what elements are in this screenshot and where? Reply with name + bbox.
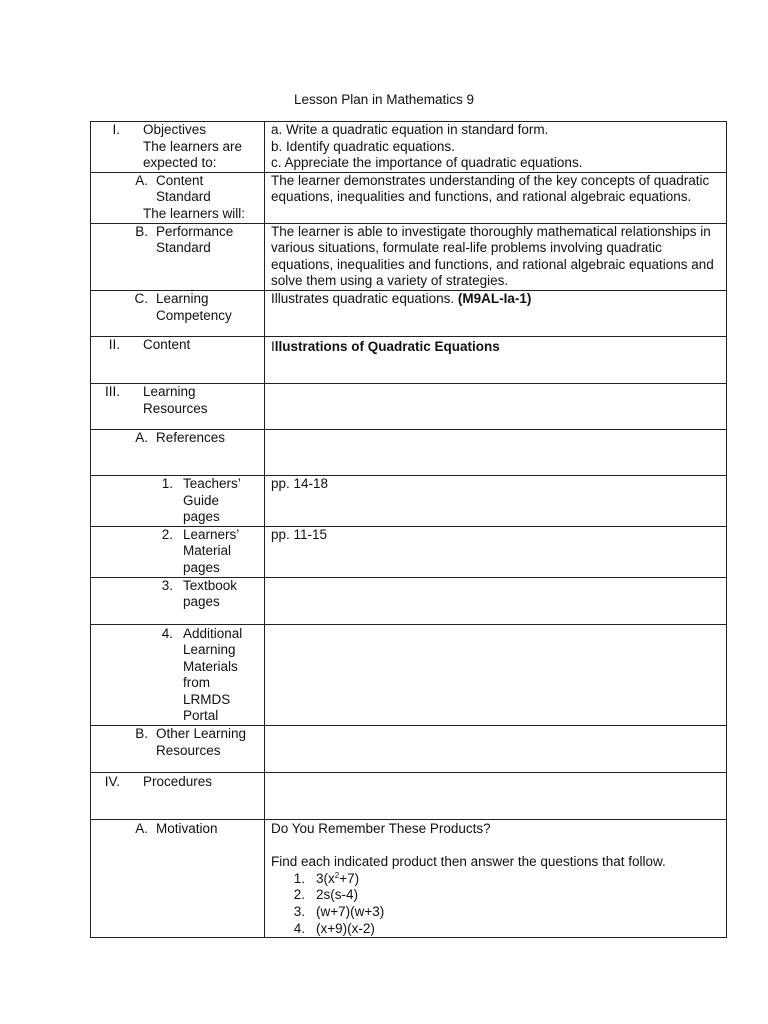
learning-resources-label-1: Learning bbox=[143, 383, 196, 399]
product-number: 3. bbox=[293, 904, 305, 920]
learning-resources-label-2: Resources bbox=[143, 400, 208, 416]
other-resources-label-2: Resources bbox=[156, 742, 221, 758]
objectives-subtext-2: expected to: bbox=[143, 155, 217, 171]
learning-competency-letter: C. bbox=[134, 290, 148, 306]
learning-competency-label-2: Competency bbox=[156, 307, 232, 323]
objective-item-c: c. Appreciate the importance of quadratic equations. bbox=[271, 155, 583, 171]
teachers-guide-label-2: Guide bbox=[183, 492, 220, 508]
content-title: llustrations of Quadratic Equations bbox=[274, 338, 500, 354]
learning-resources-number: III. bbox=[104, 383, 120, 399]
textbook-row bbox=[91, 577, 727, 624]
additional-materials-label-4: from bbox=[183, 675, 210, 691]
motivation-letter: A. bbox=[135, 821, 148, 837]
content-title-initial: I bbox=[271, 338, 275, 354]
objectives-row bbox=[91, 122, 727, 173]
other-resources-value-cell bbox=[265, 726, 727, 773]
content-standard-label-1: Content bbox=[156, 172, 204, 188]
textbook-label-2: pages bbox=[183, 594, 220, 610]
learners-material-pages: pp. 11-15 bbox=[265, 526, 727, 577]
content-standard-text: The learner demonstrates understanding of the key concepts of quadratic equations, inequalities and functions, and rational algebraic equations. bbox=[265, 172, 727, 223]
motivation-instruction: Find each indicated product then answer the questions that follow. bbox=[271, 854, 666, 870]
references-letter: A. bbox=[135, 429, 148, 445]
list-item bbox=[271, 871, 722, 888]
learning-resources-label-cell bbox=[91, 383, 265, 429]
product-expression: 2s(s-4) bbox=[316, 887, 359, 903]
other-resources-row bbox=[91, 726, 727, 773]
other-resources-label-1: Other Learning bbox=[156, 726, 247, 742]
performance-standard-label-cell bbox=[91, 223, 265, 290]
learning-resources-value-cell bbox=[265, 383, 727, 429]
textbook-label-1: Textbook bbox=[183, 577, 238, 593]
content-value-cell bbox=[265, 336, 727, 383]
objectives-label: Objectives bbox=[143, 122, 207, 137]
performance-standard-label-1: Performance bbox=[156, 223, 234, 239]
learners-material-label-2: Material bbox=[183, 543, 232, 559]
motivation-value-cell bbox=[265, 820, 727, 938]
teachers-guide-row bbox=[91, 475, 727, 526]
list-item bbox=[271, 904, 722, 921]
references-row bbox=[91, 429, 727, 475]
textbook-value-cell bbox=[265, 577, 727, 624]
product-expression: (x+9)(x-2) bbox=[316, 920, 375, 936]
performance-standard-label-2: Standard bbox=[156, 240, 211, 256]
learners-material-label-cell bbox=[91, 526, 265, 577]
objectives-label-cell bbox=[91, 122, 265, 173]
teachers-guide-label-3: pages bbox=[183, 509, 220, 525]
textbook-label-cell bbox=[91, 577, 265, 624]
product-expression: $3(x^2+7)$ bbox=[316, 870, 360, 886]
products-list bbox=[271, 871, 722, 937]
objectives-subtext-1: The learners are bbox=[143, 138, 243, 154]
additional-materials-label-3: Materials bbox=[183, 658, 238, 674]
motivation-row bbox=[91, 820, 727, 938]
additional-materials-value-cell bbox=[265, 624, 727, 726]
learning-resources-row bbox=[91, 383, 727, 429]
learners-material-label-1: Learners’ bbox=[183, 526, 240, 542]
teachers-guide-number: 1. bbox=[161, 475, 173, 491]
performance-standard-letter: B. bbox=[135, 223, 148, 239]
performance-standard-row bbox=[91, 223, 727, 290]
content-standard-subtext: The learners will: bbox=[143, 205, 246, 221]
content-row bbox=[91, 336, 727, 383]
content-standard-letter: A. bbox=[135, 172, 148, 188]
document-title: Lesson Plan in Mathematics 9 bbox=[293, 92, 475, 107]
list-item bbox=[271, 921, 722, 938]
additional-materials-label-1: Additional bbox=[183, 625, 243, 641]
procedures-row bbox=[91, 773, 727, 820]
learning-competency-value-cell bbox=[265, 290, 727, 336]
textbook-number: 3. bbox=[161, 577, 173, 593]
learners-material-number: 2. bbox=[161, 526, 173, 542]
performance-standard-text: The learner is able to investigate thoroughly mathematical relationships in various situations, formulate real-life problems involving quadratic equations, inequalities and functions, and rational algebraic equations and solve them using a variety of strategies. bbox=[265, 223, 727, 290]
objectives-value-cell bbox=[265, 122, 727, 173]
content-label-cell bbox=[91, 336, 265, 383]
content-standard-label-cell bbox=[91, 172, 265, 223]
motivation-label: Motivation bbox=[156, 821, 218, 837]
product-number: 4. bbox=[293, 920, 305, 936]
learning-competency-row bbox=[91, 290, 727, 336]
content-number: II. bbox=[108, 336, 120, 352]
teachers-guide-label-cell bbox=[91, 475, 265, 526]
learners-material-row bbox=[91, 526, 727, 577]
references-label-cell bbox=[91, 429, 265, 475]
objective-item-b: b. Identify quadratic equations. bbox=[271, 138, 455, 154]
teachers-guide-pages: pp. 14-18 bbox=[265, 475, 727, 526]
procedures-label-cell bbox=[91, 773, 265, 820]
additional-materials-row bbox=[91, 624, 727, 726]
teachers-guide-label-1: Teachers’ bbox=[183, 475, 241, 491]
additional-materials-number: 4. bbox=[161, 625, 173, 641]
procedures-label: Procedures bbox=[143, 774, 213, 790]
additional-materials-label-cell bbox=[91, 624, 265, 726]
objectives-number: I. bbox=[112, 122, 120, 137]
learning-competency-text: Illustrates quadratic equations. bbox=[271, 290, 455, 306]
other-resources-label-cell bbox=[91, 726, 265, 773]
additional-materials-label-6: Portal bbox=[183, 708, 219, 724]
content-label: Content bbox=[143, 336, 191, 352]
learning-competency-label-1: Learning bbox=[156, 290, 209, 306]
learning-competency-label-cell bbox=[91, 290, 265, 336]
content-standard-row bbox=[91, 172, 727, 223]
additional-materials-label-5: LRMDS bbox=[183, 691, 231, 707]
procedures-number: IV. bbox=[104, 774, 120, 790]
references-label: References bbox=[156, 429, 226, 445]
procedures-value-cell bbox=[265, 773, 727, 820]
lesson-plan-table bbox=[90, 121, 727, 938]
product-number: 2. bbox=[293, 887, 305, 903]
references-value-cell bbox=[265, 429, 727, 475]
other-resources-letter: B. bbox=[135, 726, 148, 742]
additional-materials-label-2: Learning bbox=[183, 642, 236, 658]
product-expression: (w+7)(w+3) bbox=[316, 904, 385, 920]
objective-item-a: a. Write a quadratic equation in standard form. bbox=[271, 122, 549, 137]
learners-material-label-3: pages bbox=[183, 559, 220, 575]
list-item bbox=[271, 887, 722, 904]
motivation-heading: Do You Remember These Products? bbox=[271, 821, 491, 837]
product-number: 1. bbox=[293, 870, 305, 886]
competency-code: (M9AL-Ia-1) bbox=[457, 290, 532, 306]
motivation-label-cell bbox=[91, 820, 265, 938]
content-standard-label-2: Standard bbox=[156, 189, 211, 205]
